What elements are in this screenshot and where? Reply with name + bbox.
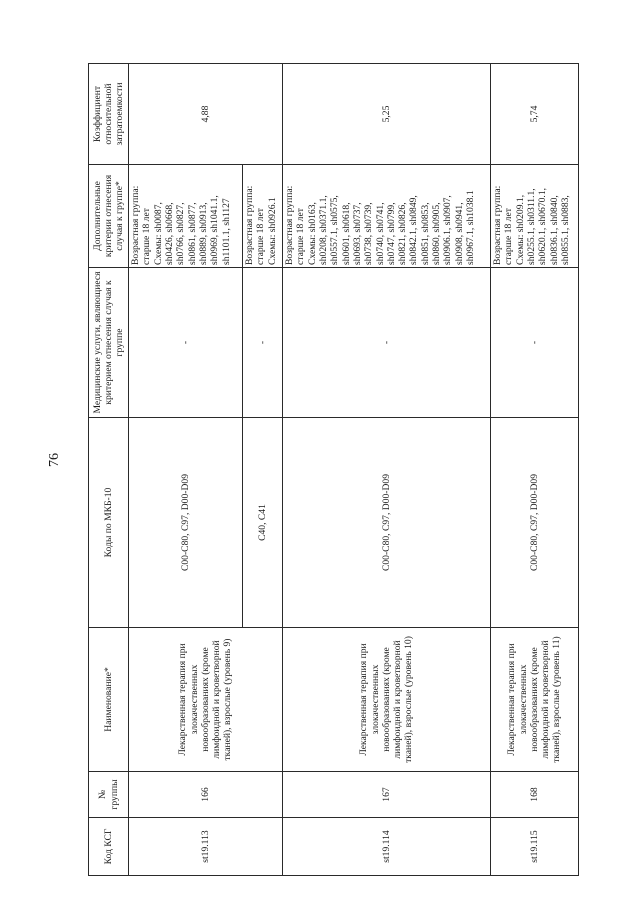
criteria-line: sh1101.1, sh1127 bbox=[220, 198, 232, 265]
icd-codes-cell: C00-C80, C97, D00-D09 bbox=[283, 418, 491, 628]
header-additional-criteria: Дополнительные критерии отнесения случая к группе* bbox=[89, 165, 129, 268]
group-number-cell: 166 bbox=[129, 772, 283, 818]
criteria-line: Схемы: sh0209.1, bbox=[514, 194, 526, 265]
criteria-line: sh0821, sh0826, bbox=[397, 202, 409, 265]
criteria-line: Возрастная группа: bbox=[130, 185, 141, 265]
coefficient-cell: 5,74 bbox=[491, 64, 579, 165]
ksg-table bbox=[88, 63, 579, 876]
icd-codes-cell: C00-C80, C97, D00-D09 bbox=[129, 418, 243, 628]
criteria-line: sh0908, sh0941, bbox=[453, 202, 465, 265]
ksg-code-cell: st19.114 bbox=[283, 818, 491, 876]
criteria-line: sh0851, sh0853, bbox=[419, 202, 431, 265]
services-cell: - bbox=[283, 268, 491, 418]
criteria-line: старше 18 лет bbox=[141, 208, 153, 265]
criteria-line: Схемы: sh0926.1 bbox=[266, 197, 278, 265]
services-cell: - bbox=[129, 268, 243, 418]
criteria-line: Схемы: sh0163, bbox=[306, 202, 318, 265]
criteria-line: sh0906.1, sh0907, bbox=[442, 195, 454, 265]
criteria-line: sh0620.1, sh0670.1, bbox=[537, 187, 549, 265]
criteria-line: sh0601, sh0618, bbox=[340, 202, 352, 265]
criteria-line: Схемы: sh0087, bbox=[152, 202, 164, 265]
criteria-line: sh0557.1, sh0575, bbox=[329, 195, 341, 265]
header-ksg-code: Код КСГ bbox=[89, 818, 129, 876]
criteria-cell bbox=[243, 165, 283, 268]
criteria-line: sh0861, sh0877, bbox=[186, 202, 198, 265]
criteria-line: sh0740, sh0741, bbox=[374, 202, 386, 265]
group-number-cell: 168 bbox=[491, 772, 579, 818]
criteria-line: sh0255.1, sh0311.1, bbox=[525, 188, 537, 265]
services-cell: - bbox=[243, 268, 283, 418]
services-cell: - bbox=[491, 268, 579, 418]
criteria-line: sh0842.1, sh0849, bbox=[408, 195, 420, 265]
criteria-line: sh0766, sh0827, bbox=[175, 202, 187, 265]
header-group-number: № группы bbox=[89, 772, 129, 818]
table-row bbox=[129, 64, 243, 876]
criteria-line: sh0693, sh0737, bbox=[351, 202, 363, 265]
name-cell: Лекарственная терапия при злокачественных новообразованиях (кроме лимфоидной и кроветворной тканей), взрослые (уровень 11) bbox=[491, 628, 579, 772]
criteria-line: старше 18 лет bbox=[295, 208, 307, 265]
rotated-page-content bbox=[88, 64, 571, 876]
criteria-line: sh0738, sh0739, bbox=[363, 202, 375, 265]
criteria-line: Возрастная группа: bbox=[244, 185, 255, 265]
criteria-line: Возрастная группа: bbox=[284, 185, 295, 265]
criteria-line: sh0426, sh0668, bbox=[163, 202, 175, 265]
table-header-row bbox=[89, 64, 129, 876]
criteria-line: sh0967.1, sh1038.1 bbox=[465, 190, 476, 265]
coefficient-cell: 4,88 bbox=[129, 64, 283, 165]
criteria-line: sh0747, sh0799, bbox=[385, 202, 397, 265]
criteria-cell bbox=[129, 165, 243, 268]
criteria-line: sh0836.1, sh0840, bbox=[548, 195, 560, 265]
icd-codes-cell: C00-C80, C97, D00-D09 bbox=[491, 418, 579, 628]
header-services: Медицинские услуги, являющиеся критерием отнесения случая к группе bbox=[89, 268, 129, 418]
group-number-cell: 167 bbox=[283, 772, 491, 818]
criteria-line: sh0969, sh1041.1, bbox=[209, 195, 221, 265]
name-cell: Лекарственная терапия при злокачественных новообразованиях (кроме лимфоидной и кроветворной тканей), взрослые (уровень 9) bbox=[129, 628, 283, 772]
header-icd-codes: Коды по МКБ-10 bbox=[89, 418, 129, 628]
name-cell: Лекарственная терапия при злокачественных новообразованиях (кроме лимфоидной и кроветворной тканей), взрослые (уровень 10) bbox=[283, 628, 491, 772]
criteria-line: sh0855.1, sh0883, bbox=[559, 195, 571, 265]
criteria-line: sh0208, sh0371.1, bbox=[317, 195, 329, 265]
table-row bbox=[283, 64, 491, 876]
criteria-line: sh0889, sh0913, bbox=[197, 202, 209, 265]
criteria-cell bbox=[491, 165, 579, 268]
table-row bbox=[491, 64, 579, 876]
coefficient-cell: 5,25 bbox=[283, 64, 491, 165]
page-number: 76 bbox=[47, 453, 62, 467]
criteria-line: старше 18 лет bbox=[255, 208, 267, 265]
ksg-code-cell: st19.115 bbox=[491, 818, 579, 876]
criteria-line: sh0860, sh0905, bbox=[431, 202, 443, 265]
ksg-code-cell: st19.113 bbox=[129, 818, 283, 876]
criteria-line: старше 18 лет bbox=[503, 208, 515, 265]
header-coefficient: Коэффициент относительной затратоемкости bbox=[89, 64, 129, 165]
icd-codes-cell: C40, C41 bbox=[243, 418, 283, 628]
header-name: Наименование* bbox=[89, 628, 129, 772]
criteria-cell bbox=[283, 165, 491, 268]
criteria-line: Возрастная группа: bbox=[492, 185, 503, 265]
